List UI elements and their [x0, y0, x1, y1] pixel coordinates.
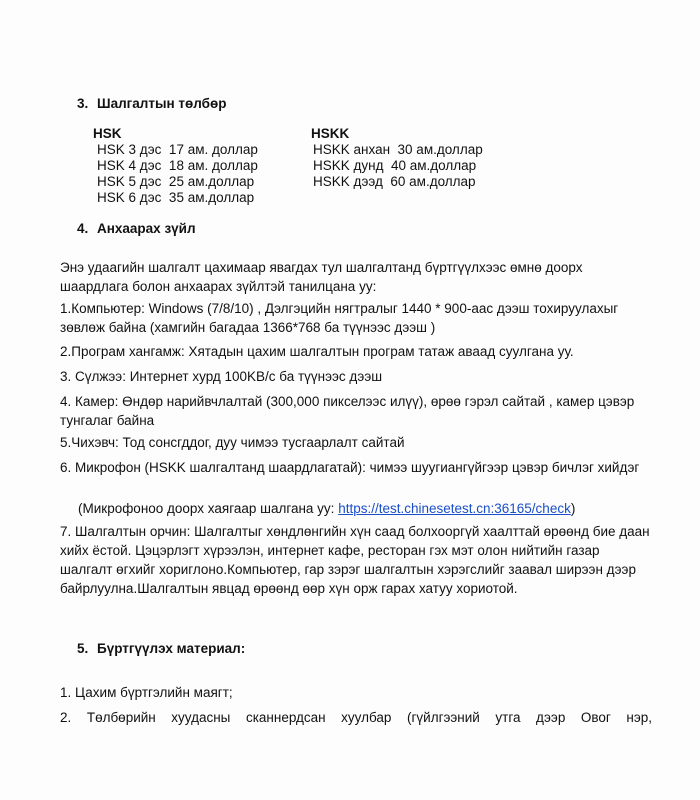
- section-4-heading: [77, 221, 196, 236]
- section-3-heading: [77, 96, 227, 111]
- hsk-heading: HSK: [93, 126, 122, 141]
- hsk-fee-line: HSK 5 дэс 25 ам.доллар: [97, 174, 255, 189]
- section-5-title: Бүртгүүлэх материал:: [97, 641, 246, 656]
- section-5-heading: [77, 641, 245, 656]
- section-5-number: 5.: [77, 641, 89, 656]
- hsk-fee-line: HSK 6 дэс 35 ам.доллар: [97, 190, 255, 205]
- requirement-environment: 7. Шалгалтын орчин: Шалгалтыг хөндлөнгийн хүн саад болхооргүй хаалттай өрөөнд бие даан хийх ёстой. Цэцэрлэгт хүрээлэн, интернет кафе, ресторан гэх мэт олон нийтийн газар шалгалт өгхийг хориглоно.Компьютер, гар зэрэг шалгалтын хэрэгслийг заавал ширээн дээр байрлуулна.Шалгалтын явцад өрөөнд өөр хүн орж гарах хатуу хориотой.: [60, 524, 650, 596]
- mic-check-note: [78, 499, 658, 518]
- hskk-fee-line: HSKK дунд 40 ам.доллар: [313, 158, 477, 173]
- hskk-heading: HSKK: [311, 126, 350, 141]
- requirement-headphones: 5.Чихэвч: Тод сонсгддог, дуу чимээ тусгаарлалт сайтай: [60, 435, 405, 450]
- requirement-microphone: 6. Микрофон (HSKK шалгалтанд шаардлагатай): чимээ шуугиангүйгээр цэвэр бичлэг хийдэг: [60, 460, 640, 475]
- mic-check-suffix: ): [570, 501, 576, 516]
- intro-paragraph: Энэ удаагийн шалгалт цахимаар явагдах тул шалгалтанд бүртгүүлхээс өмнө доорх шаардлага болон анхаарах зүйлтэй танилцана уу:: [60, 260, 583, 294]
- hskk-fee-line: HSKK анхан 30 ам.доллар: [313, 142, 483, 157]
- section-4-number: 4.: [77, 221, 89, 236]
- section-4-title: Анхаарах зүйл: [97, 221, 196, 236]
- mic-check-link[interactable]: https://test.chinesetest.cn:36165/check: [338, 501, 571, 516]
- hskk-fee-line: HSKK дээд 60 ам.доллар: [313, 174, 476, 189]
- material-item: 2. Төлбөрийн хуудасны сканнердсан хуулбар (гүйлгээний утга дээр Овог нэр,: [60, 710, 652, 725]
- section-3-number: 3.: [77, 96, 89, 111]
- requirement-computer: 1.Компьютер: Windows (7/8/10) , Дэлгэцийн нягтралыг 1440 * 900-аас дээш тохируулахыг зөвлөж байна (хамгийн багадаа 1366*768 ба түүнээс дээш ): [60, 301, 619, 335]
- hsk-fee-line: HSK 3 дэс 17 ам. доллар: [97, 142, 258, 157]
- requirement-network: 3. Сүлжээ: Интернет хурд 100KB/с ба түүнээс дээш: [60, 369, 383, 384]
- requirement-camera: 4. Камер: Өндөр нарийвчлалтай (300,000 пикселээс илүү), өрөө гэрэл сайтай , камер цэвэр тунгалаг байна: [60, 394, 635, 428]
- mic-check-prefix: (Микрофоноо доорх хаягаар шалгана уу:: [78, 501, 339, 516]
- requirement-software: 2.Програм хангамж: Хятадын цахим шалгалтын програм татаж аваад суулгана уу.: [60, 344, 574, 359]
- section-3-title: Шалгалтын төлбөр: [97, 96, 227, 111]
- hsk-fee-line: HSK 4 дэс 18 ам. доллар: [97, 158, 258, 173]
- material-item: 1. Цахим бүртгэлийн маягт;: [60, 685, 233, 700]
